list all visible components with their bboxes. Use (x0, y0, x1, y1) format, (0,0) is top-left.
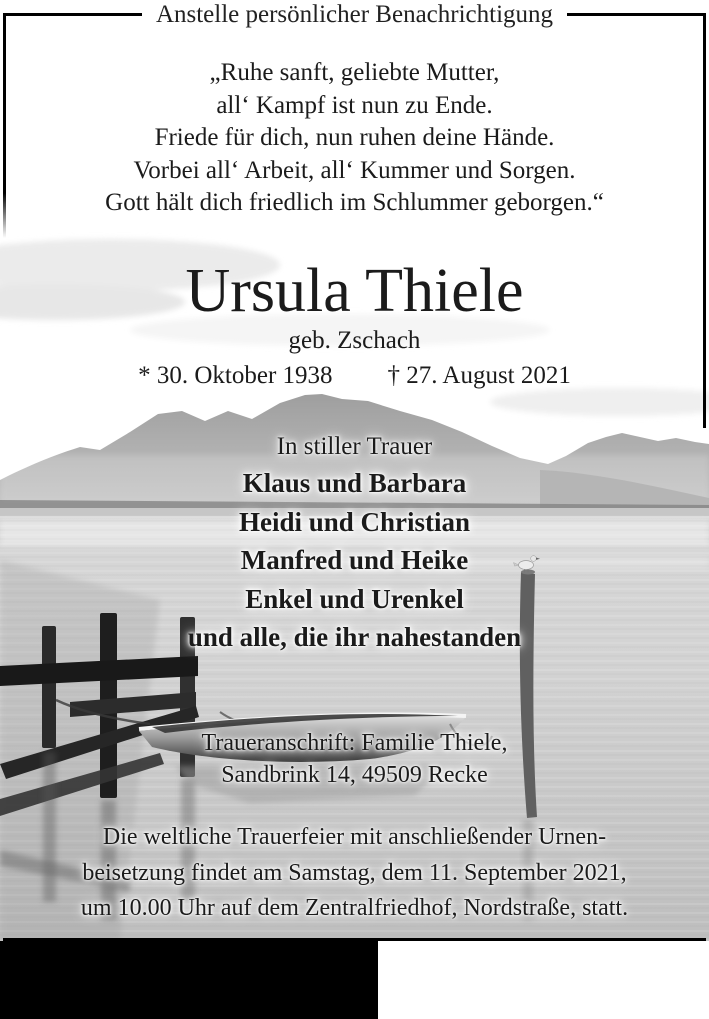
mourner-line: Manfred und Heike (240, 545, 469, 576)
mourners-list (0, 464, 709, 657)
address-line: Traueranschrift: Familie Thiele, (201, 730, 508, 756)
notice-header (0, 1, 709, 28)
mourning-intro: In stiller Trauer (276, 433, 433, 460)
death-date: † 27. August 2021 (387, 362, 571, 389)
mourner-line: und alle, die ihr nahestanden (187, 622, 522, 653)
poem-line: Gott hält dich friedlich im Schlummer geborgen.“ (105, 189, 604, 217)
funeral-info (0, 820, 709, 927)
poem-line: Vorbei all‘ Arbeit, all‘ Kummer und Sorgen. (133, 156, 576, 184)
address-line: Sandbrink 14, 49509 Recke (221, 762, 488, 788)
poem-line: all‘ Kampf ist nun zu Ende. (216, 91, 493, 119)
funeral-line: Die weltliche Trauerfeier mit anschließender Urnen- (102, 824, 607, 850)
funeral-line: beisetzung findet am Samstag, dem 11. September 2021, (82, 859, 627, 886)
notice-header-label: Anstelle persönlicher Benachrichtigung (142, 1, 567, 28)
deceased-birth-name: geb. Zschach (288, 327, 421, 354)
mourner-line: Heidi und Christian (238, 506, 471, 537)
deceased-name: Ursula Thiele (185, 257, 524, 325)
mourner-line: Enkel und Urenkel (245, 583, 464, 614)
memorial-poem (0, 57, 709, 220)
poem-line: „Ruhe sanft, geliebte Mutter, (209, 59, 500, 86)
life-dates (0, 360, 709, 392)
poem-line: Friede für dich, nun ruhen deine Hände. (154, 124, 555, 152)
redaction-bar (0, 941, 378, 1019)
birth-date: * 30. Oktober 1938 (138, 362, 333, 389)
funeral-line: um 10.00 Uhr auf dem Zentralfriedhof, Nordstraße, statt. (80, 895, 629, 921)
mourning-address (0, 727, 709, 791)
mourner-line: Klaus und Barbara (242, 468, 467, 498)
